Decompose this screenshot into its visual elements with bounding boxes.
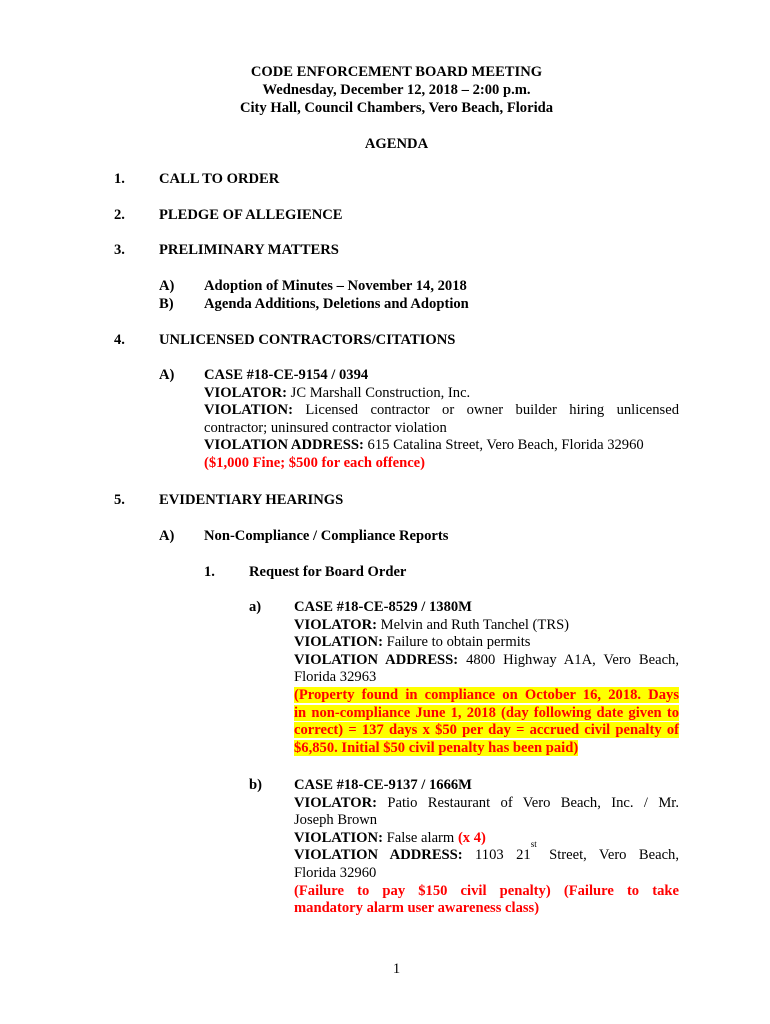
violator-line	[204, 385, 679, 403]
violation-line	[294, 634, 679, 652]
violator-label: VIOLATOR:	[204, 384, 287, 401]
address-value: 615 Catalina Street, Vero Beach, Florida 32960	[367, 437, 644, 454]
violator-value: Melvin and Ruth Tanchel (TRS)	[380, 616, 570, 633]
item-title-pledge: PLEDGE OF ALLEGIENCE	[159, 207, 343, 223]
case-number: CASE #18-CE-9154 / 0394	[204, 367, 369, 383]
violator-line	[294, 795, 679, 813]
preliminary-letter-a: A)	[159, 278, 175, 294]
item-title-call-to-order: CALL TO ORDER	[159, 171, 280, 187]
agenda-heading: AGENDA	[364, 136, 429, 152]
fine-note: ($1,000 Fine; $500 for each offence)	[204, 454, 426, 471]
violation-line	[294, 830, 679, 848]
evidentiary-title: Non-Compliance / Compliance Reports	[204, 528, 449, 544]
item-number-2: 2.	[114, 207, 125, 223]
penalty-note-1: (Failure to pay $150 civil penalty) (Failure to take	[294, 882, 679, 899]
preliminary-minutes: Adoption of Minutes – November 14, 2018	[204, 278, 467, 294]
address-line	[204, 437, 679, 455]
violator-label: VIOLATOR:	[294, 616, 377, 633]
case-b-letter: b)	[249, 777, 262, 793]
violator-line	[294, 617, 679, 635]
violation-label: VIOLATION:	[204, 402, 293, 419]
item-number-5: 5.	[114, 492, 125, 508]
case-number: CASE #18-CE-9137 / 1666M	[294, 777, 472, 793]
penalty-note-2: mandatory alarm user awareness class)	[294, 900, 540, 917]
address-label: VIOLATION ADDRESS:	[294, 651, 459, 668]
case-a-letter: a)	[249, 599, 262, 615]
item-title-preliminary: PRELIMINARY MATTERS	[159, 242, 339, 258]
compliance-note-4: $6,850. Initial $50 civil penalty has been paid)	[294, 739, 579, 756]
violation-value: False alarm	[386, 829, 455, 846]
sub-title: Request for Board Order	[249, 564, 407, 580]
unlicensed-letter: A)	[159, 367, 175, 383]
address-value-cont: Florida 32963	[294, 669, 377, 686]
violator-label: VIOLATOR:	[294, 794, 377, 811]
item-title-evidentiary: EVIDENTIARY HEARINGS	[159, 492, 344, 508]
violation-label: VIOLATION:	[294, 634, 383, 651]
item-number-3: 3.	[114, 242, 125, 258]
violation-value: Licensed contractor or owner builder hiring unlicensed	[305, 402, 679, 419]
violator-value-cont: Joseph Brown	[294, 812, 378, 829]
meeting-title: CODE ENFORCEMENT BOARD MEETING	[250, 64, 543, 80]
preliminary-additions: Agenda Additions, Deletions and Adoption	[204, 296, 469, 312]
item-number-1: 1.	[114, 171, 125, 187]
violation-value: Failure to obtain permits	[386, 634, 531, 651]
item-number-4: 4.	[114, 332, 125, 348]
case-a-block	[294, 599, 679, 757]
address-line	[294, 839, 679, 865]
page-number: 1	[392, 961, 401, 977]
preliminary-letter-b: B)	[159, 296, 174, 312]
meeting-date: Wednesday, December 12, 2018 – 2:00 p.m.	[262, 82, 531, 98]
address-value: 1103 21st Street, Vero Beach,	[475, 839, 679, 864]
address-line	[294, 652, 679, 670]
compliance-note-2: in non-compliance June 1, 2018 (day following date given to	[294, 704, 679, 721]
evidentiary-letter: A)	[159, 528, 175, 544]
item-title-unlicensed: UNLICENSED CONTRACTORS/CITATIONS	[159, 332, 456, 348]
violation-label: VIOLATION:	[294, 829, 383, 846]
address-label: VIOLATION ADDRESS:	[294, 847, 463, 864]
violation-value-cont: contractor; uninsured contractor violation	[204, 419, 447, 436]
violator-value: Patio Restaurant of Vero Beach, Inc. / Mr.	[387, 794, 679, 811]
compliance-note-3: correct) = 137 days x $50 per day = accrued civil penalty of	[294, 722, 679, 739]
case-b-block	[294, 777, 679, 918]
sub-number: 1.	[204, 564, 215, 580]
address-label: VIOLATION ADDRESS:	[204, 437, 364, 454]
case-number: CASE #18-CE-8529 / 1380M	[294, 599, 472, 615]
address-value: 4800 Highway A1A, Vero Beach,	[466, 651, 679, 668]
compliance-note-1: (Property found in compliance on October 16, 2018. Days	[294, 686, 679, 703]
violation-count: (x 4)	[457, 829, 486, 846]
address-value-cont: Florida 32960	[294, 864, 377, 881]
unlicensed-case-block	[204, 367, 679, 473]
violation-line	[204, 402, 679, 420]
meeting-location: City Hall, Council Chambers, Vero Beach, Florida	[239, 100, 554, 116]
violator-value: JC Marshall Construction, Inc.	[290, 384, 471, 401]
